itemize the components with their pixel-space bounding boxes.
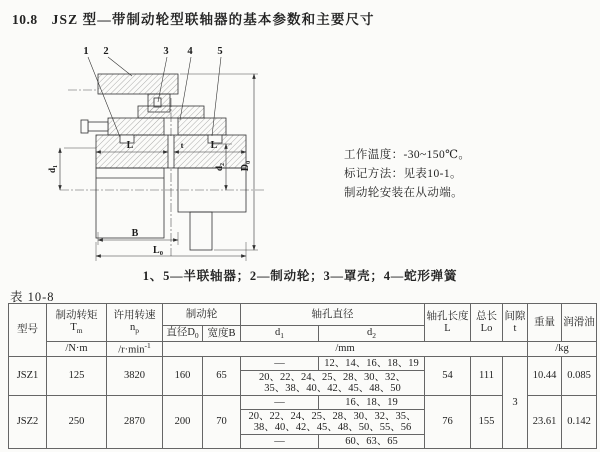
part-number-1: 1 <box>83 46 89 57</box>
col-header-brake-diameter: 直径$D_0$ <box>163 326 203 342</box>
table-row-jsz1-a <box>9 357 597 371</box>
cell-bore-length: 76 <box>425 396 471 449</box>
dim-label-L-left: L <box>126 140 134 151</box>
col-header-model: 型号 <box>9 304 47 357</box>
col-header-d2: $d_2$ <box>319 326 425 342</box>
cell-torque: 250 <box>47 396 107 449</box>
col-header-torque: 制动转矩 $T_m$ <box>47 304 107 342</box>
cell-brake-width: 65 <box>203 357 241 396</box>
cell-d1: — <box>241 396 319 410</box>
cell-oil: 0.085 <box>562 357 597 396</box>
cell-d1: — <box>241 357 319 371</box>
cell-d-common: 20、22、24、25、28、30、32、35、 38、40、42、45、48、50、55、56 <box>241 410 425 435</box>
dim-label-B: B <box>131 228 139 239</box>
col-header-d1: $d_1$ <box>241 326 319 342</box>
dim-label-d1: $d_1$ <box>47 164 59 174</box>
cell-bore-length: 54 <box>425 357 471 396</box>
cell-d-common: 20、22、24、25、28、30、32、 35、38、40、42、45、48、50 <box>241 371 425 396</box>
dim-label-L-right: L <box>210 140 218 151</box>
cell-brake-diameter: 200 <box>163 396 203 449</box>
col-header-oil: 润滑油 <box>562 304 597 342</box>
cell-weight: 23.61 <box>528 396 562 449</box>
col-header-total-length: 总长 Lo <box>471 304 503 342</box>
col-header-speed: 许用转速 $n_p$ <box>107 304 163 342</box>
cell-oil: 0.142 <box>562 396 597 449</box>
unit-rpm: $/r\cdot\min^{-1}$ <box>107 342 163 357</box>
part-number-2: 2 <box>103 46 109 57</box>
cell-d2: 60、63、65 <box>319 435 425 449</box>
part-number-5: 5 <box>217 46 223 57</box>
figure-caption: 1、5—半联轴器；2—制动轮；3—罩壳；4—蛇形弹簧 <box>142 269 458 283</box>
col-header-brake-width: 宽度B <box>203 326 241 342</box>
col-header-gap: 间隙 t <box>503 304 528 342</box>
cell-total-length: 155 <box>471 396 503 449</box>
cell-weight: 10.44 <box>528 357 562 396</box>
col-header-brake-wheel: 制动轮 <box>163 304 241 326</box>
header-row-1 <box>9 304 597 326</box>
cell-speed: 3820 <box>107 357 163 396</box>
cell-d2: 12、14、16、18、19 <box>319 357 425 371</box>
unit-kg: /kg <box>528 342 597 357</box>
spec-table <box>8 303 597 449</box>
page-title <box>12 8 375 28</box>
cell-brake-width: 70 <box>203 396 241 449</box>
part-number-3: 3 <box>163 46 169 57</box>
cell-brake-diameter: 160 <box>163 357 203 396</box>
unit-row <box>9 342 597 357</box>
dim-label-L0: $L_0$ <box>153 245 163 257</box>
cell-gap: 3 <box>503 357 528 449</box>
cell-d1: — <box>241 435 319 449</box>
note-line-1: 工作温度：-30~150℃。 <box>344 149 471 161</box>
dim-label-d2: $d_2$ <box>214 162 226 172</box>
table-label: 表 10-8 <box>10 290 55 304</box>
note-line-3: 制动轮安装在从动端。 <box>344 187 463 199</box>
title-text: JSZ 型—带制动轮型联轴器的基本参数和主要尺寸 <box>51 12 375 27</box>
part-numbers <box>83 46 222 57</box>
col-header-bore-length: 轴孔长度 L <box>425 304 471 342</box>
cell-model: JSZ1 <box>9 357 47 396</box>
part-number-4: 4 <box>187 46 193 57</box>
col-header-weight: 重量 <box>528 304 562 342</box>
cell-d2: 16、18、19 <box>319 396 425 410</box>
dim-label-t: t <box>180 140 184 150</box>
unit-mm: /mm <box>163 342 528 357</box>
cell-total-length: 111 <box>471 357 503 396</box>
section-number: 10.8 <box>12 12 38 27</box>
cell-model: JSZ2 <box>9 396 47 449</box>
cell-torque: 125 <box>47 357 107 396</box>
note-line-2: 标记方法：见表10-1。 <box>344 168 462 180</box>
col-header-bore-diameter: 轴孔直径 <box>241 304 425 326</box>
section-shapes <box>81 74 246 168</box>
cell-speed: 2870 <box>107 396 163 449</box>
unit-newton-meter: /N·m <box>47 342 107 357</box>
notes-block <box>344 146 470 203</box>
dim-label-D0: $D_0$ <box>240 160 252 172</box>
coupling-drawing <box>30 44 320 266</box>
